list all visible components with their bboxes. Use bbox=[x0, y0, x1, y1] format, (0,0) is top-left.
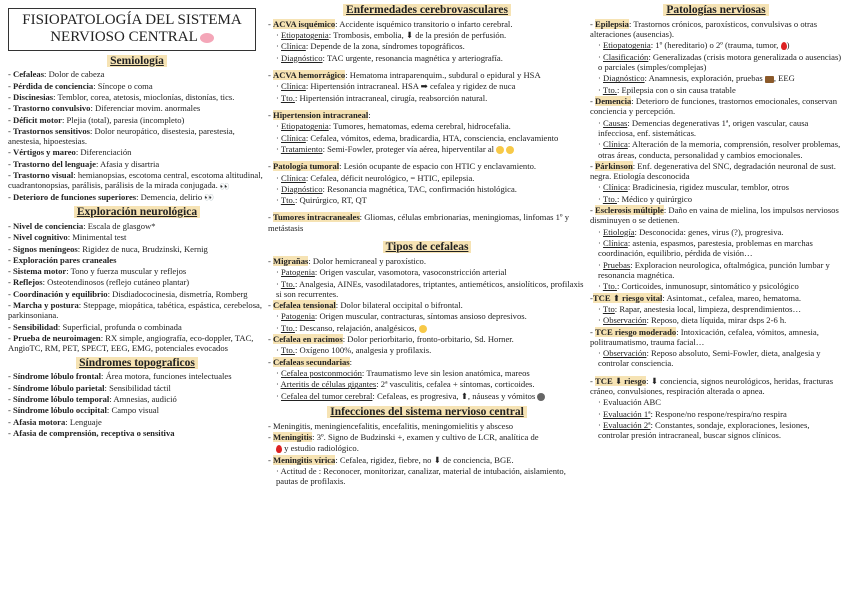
column-left bbox=[8, 0, 266, 599]
blood-drop-icon bbox=[781, 42, 787, 50]
cefalea-tensional: - Cefalea tensional: Dolor bilateral occipital o bifrontal. bbox=[268, 300, 463, 311]
semio-item: - Trastorno visual: hemianopsias, escotoma central, escotoma altitudinal, cuadrantonopsias, parálisis, parálisis de la mirada conjugada. 👀 bbox=[8, 170, 263, 191]
semio-item: - Trastorno convulsivo: Diferenciar movim. anormales bbox=[8, 103, 201, 114]
tumores-intracraneales: - Tumores intracraneales: Gliomas, células embrionarias, meningiomas, linfomas 1º y metástasis bbox=[268, 212, 570, 233]
cerebrovasculares-header: Enfermedades cerebrovasculares bbox=[268, 4, 586, 18]
explo-item: - Exploración pares craneales bbox=[8, 254, 117, 265]
topo-item: - Síndrome lóbulo occipital: Campo visual bbox=[8, 405, 159, 416]
face-icon bbox=[496, 146, 504, 154]
meningitis: - Meningitis: 3º. Signo de Budzinski +, examen y cultivo de LCR, analítica de bbox=[268, 432, 539, 443]
blood-drop-icon bbox=[276, 445, 282, 453]
cefalea-racimos: - Cefalea en racimos: Dolor periorbitario, fronto-orbitario, Sd. Horner. bbox=[268, 334, 514, 345]
tce-riesgo-moderado: - TCE riesgo moderado: Intoxicación, cefalea, vómitos, amnesia, politraumatismo, trauma facial… bbox=[590, 326, 819, 347]
explo-item: - Sensibilidad: Superficial, profunda o combinada bbox=[8, 321, 182, 332]
column-right: Patologías nerviosas - Epilepsia: Trastornos crónicos, paroxísticos, convulsivas o otras alteraciones (ausencias). · Etiopatogenia: 1º (hereditario) o 2º (trauma, tumor, ) · Clasificación: Generalizadas (crisis motora generalizada o ausencias) o parciales (simples/complejas) · Diagnóstico: Anamnesis, exploración, pruebas , EEG · Tto.: Epilepsia con o sin causa tratable - Demencia: Deterioro de funciones, trastornos emocionales, conservan conciencia y percepción. · Causas: Demencias degenerativas 1ª, origen vascular, causa infecciosa, enf. sistemáticas. · Clínica: Alteración de la memoria, comprensión, resolver problemas, otras áreas, conducta, personalidad y cambios emocionales. - Párkinson: Enf. degenerativa del SNC, degradación neuronal de sust. negra. Etiología desconocida · Clínica: Bradicinesia, rigidez muscular, temblor, otros · Tto.: Médico y quirúrgico - Esclerosis múltiple: Daño en vaina de mielina, los impulsos nerviosos disminuyen o se detienen. · Etiología: Desconocida: genes, virus (?), progresiva. · Clínica: astenia, espasmos, parestesia, problemas en marchas coordinación, equilibrio, pérdida de visión… · Pruebas: Exploracion neurologica, oftalmógica, punción lumbar y resonancia magnética. · Tto.: Corticoides, inmunosupr, sintomático y psicológico -TCE ⬆ riesgo vital: Asintomat., cefalea, mareo, hematoma. · Tto: Rapar, anestesia local, limpieza, desprendimientos… · Observación: Reposo, dieta líquida, mirar dsps 2-6 h. - TCE riesgo moderado: Intoxicación, cefalea, vómitos, amnesia, politraumatismo, trauma facial… · Observación: Reposo absoluto, Semi-Fowler, dieta, analgesia y controlar consciencia. - TCE ⬇ riesgo: ⬇ conciencia, signos neurológicos, heridas, fracturas cráneo, convulsiones, respiración alterada o apnea. · Evaluación ABC · Evaluación 1ª: Respone/no respone/respira/no respira · Evaluación 2ª: Constantes, sondaje, exploraciones, lesiones, controlar presión intracraneal, buscar signos clínicos. bbox=[590, 4, 842, 441]
esclerosis-multiple: - Esclerosis múltiple: Daño en vaina de mielina, los impulsos nerviosos disminuyen o se detienen. bbox=[590, 205, 839, 226]
semio-item: - Trastorno del lenguaje: Afasia y disartria bbox=[8, 158, 160, 169]
column-middle: Enfermedades cerebrovasculares - ACVA isquémico: Accidente isquémico transitorio o infarto cerebral. · Etiopatogenia: Trombosis, embolia, ⬇ de la presión de perfusión. · Clínica: Depende de la zona, síndromes topográficos. · Diagnóstico: TAC urgente, resonancia magnética y arteriografía. - ACVA hemorrágico: Hematoma intraparenquim., subdural o epidural y HSA · Clínica: Hipertensión intracraneal. HSA ➡ cefalea y rigidez de nuca · Tto.: Hipertensión intracraneal, cirugía, reabsorción natural. - Hipertension intracraneal: · Etiopatogenia: Tumores, hematomas, edema cerebral, hidrocefalia. · Clínica: Cefalea, vómitos, edema, bradicardia, HTA, consciencia, enclavamiento · Tratamiento: Semi-Fowler, proteger vía aérea, hiperventilar al - Patología tumoral: Lesión ocupante de espacio con HTIC y enclavamiento. · Clínica: Cefalea, déficit neurológico, = HTIC, epilepsia. · Diagnóstico: Resonancia magnética, TAC, confirmación histológica. · Tto.: Quirúrgico, RT, QT - Tumores intracraneales: Gliomas, células embrionarias, meningiomas, linfomas 1º y metástasis Tipos de cefaleas - Migrañas: Dolor hemicraneal y paroxístico. · Patogenia: Origen vascular, vasomotora, vasoconstricción arterial · Tto.: Analgesia, AINEs, vasodilatadores, triptantes, antieméticos, ansiolíticos, profilaxis si son recurrentes. - Cefalea tensional: Dolor bilateral occipital o bifrontal. · Patogenia: Origen muscular, contracturas, síntomas ansioso depresivos. · Tto.: Descanso, relajación, analgésicos, - Cefalea en racimos: Dolor periorbitario, fronto-orbitario, Sd. Horner. · Tto.: Oxígeno 100%, analgesia y profilaxis. - Cefaleas secundarias: · Cefalea postconmoción: Traumatismo leve sin lesion anatómica, mareos · Arteritis de células gigantes: 2ª vasculitis, cefalea + síntomas, corticoides. · Cefalea del tumor cerebral: Cefaleas, es progresiva, ⬆, náuseas y vómitos Infecciones del sistema nervioso central - Meningitis, meningiencefalitis, encefalitis, meningomielitis y absceso - Meningitis: 3º. Signo de Budzinski +, examen y cultivo de LCR, analítica de y estudio radiológico. - Meningitis vírica: Cefalea, rigidez, fiebre, no ⬇ de conciencia, BGE. · Actitud de : Reconocer, monitorizar, canalizar, material de intubación, aislamiento, pautas de profilaxis. bbox=[268, 0, 586, 599]
semiologia-header: Semiología bbox=[8, 55, 266, 69]
eyes-icon: 👀 bbox=[219, 181, 230, 191]
semio-item: - Discinesias: Temblor, corea, atetosis, mioclonías, distonías, tics. bbox=[8, 91, 235, 102]
explo-item: - Prueba de neuroimagen: RX simple, angiografía, eco-doppler, TAC, AngioTC, RM, PET, SPECT, EEG, EMG, potenciales evocados bbox=[8, 333, 254, 354]
topo-item: - Síndrome lóbulo temporal: Amnesias, audició bbox=[8, 394, 177, 405]
explo-item: - Signos meníngeos: Rigidez de nuca, Brudzinski, Kernig bbox=[8, 243, 208, 254]
pill-icon bbox=[419, 325, 427, 333]
hipertension-intracraneal: - Hipertension intracraneal: bbox=[268, 109, 371, 120]
meningitis-virica: - Meningitis vírica: Cefalea, rigidez, fiebre, no ⬇ de conciencia, BGE. bbox=[268, 454, 514, 465]
infecciones-header: Infecciones del sistema nervioso central bbox=[268, 406, 586, 420]
topo-item: - Síndrome lóbulo frontal: Área motora, funciones intelectuales bbox=[8, 371, 232, 382]
pill-icon bbox=[506, 146, 514, 154]
explo-item: - Marcha y postura: Steppage, miopática, tabética, espástica, cerebelosa, parkinsoniana. bbox=[8, 300, 263, 321]
acva-hemorragico: - ACVA hemorrágico: Hematoma intraparenquim., subdural o epidural y HSA bbox=[268, 70, 541, 81]
eyes-icon: 👀 bbox=[204, 193, 215, 203]
cefaleas-secundarias: - Cefaleas secundarias: bbox=[268, 356, 353, 367]
explo-item: - Reflejos: Osteotendinosos (reflejo cutáneo plantar) bbox=[8, 277, 190, 288]
nausea-icon bbox=[537, 393, 545, 401]
patologias-header: Patologías nerviosas bbox=[590, 4, 842, 18]
explo-item: - Nivel cognitivo: Minimental test bbox=[8, 232, 127, 243]
cefaleas-header: Tipos de cefaleas bbox=[268, 241, 586, 255]
tce-riesgo-vital: -TCE ⬆ riesgo vital: Asintomat., cefalea, mareo, hematoma. bbox=[590, 292, 802, 303]
topo-item: - Afasia de comprensión, receptiva o sensitiva bbox=[8, 427, 175, 438]
main-title: FISIOPATOLOGÍA DEL SISTEMA NERVIOSO CENTRAL bbox=[8, 8, 256, 51]
semio-item: - Cefaleas: Dolor de cabeza bbox=[8, 69, 105, 80]
briefcase-icon bbox=[765, 76, 774, 83]
explo-item: - Nivel de conciencia: Escala de glasgow* bbox=[8, 220, 156, 231]
semio-item: - Trastornos sensitivos: Dolor neuropático, disestesia, parestesia, anestesia, hipoestesias. bbox=[8, 125, 235, 147]
brain-icon bbox=[200, 33, 214, 43]
semio-item: - Deterioro de funciones superiores: Demencia, delirio 👀 bbox=[8, 192, 215, 203]
semio-item: - Déficit motor: Plejia (total), paresia (incompleto) bbox=[8, 114, 185, 125]
semio-item: - Vértigos y mareo: Diferenciación bbox=[8, 147, 132, 158]
exploracion-header: Exploración neurológica bbox=[8, 206, 266, 220]
acva-isquemico: - ACVA isquémico: Accidente isquémico transitorio o infarto cerebral. bbox=[268, 18, 513, 29]
topograficos-header: Síndromes topograficos bbox=[8, 357, 266, 371]
explo-item: - Coordinación y equilibrio: Disdiadococinesia, dismetría, Romberg bbox=[8, 288, 248, 299]
migranas: - Migrañas: Dolor hemicraneal y paroxístico. bbox=[268, 255, 427, 266]
demencia: - Demencia: Deterioro de funciones, trastornos emocionales, conservan conciencia y percepción. bbox=[590, 95, 838, 117]
topo-item: - Afasia motora: Lenguaje bbox=[8, 416, 102, 427]
patologia-tumoral: - Patología tumoral: Lesión ocupante de espacio con HTIC y enclavamiento. bbox=[268, 161, 537, 172]
explo-item: - Sistema motor: Tono y fuerza muscular y reflejos bbox=[8, 266, 187, 277]
epilepsia: - Epilepsia: Trastornos crónicos, paroxísticos, convulsivas o otras alteraciones (ausencias). bbox=[590, 18, 818, 40]
tce-bajo-riesgo: - TCE ⬇ riesgo: ⬇ conciencia, signos neurológicos, heridas, fracturas cráneo, convulsiones, respiración alterada o apnea. bbox=[590, 375, 834, 397]
semio-item: - Pérdida de conciencia: Síncope o coma bbox=[8, 80, 153, 91]
topo-item: - Síndrome lóbulo parietal: Sensibilidad táctil bbox=[8, 382, 171, 393]
parkinson: - Párkinson: Enf. degenerativa del SNC, degradación neuronal de sust. negra. Etiología desconocida bbox=[590, 160, 836, 182]
